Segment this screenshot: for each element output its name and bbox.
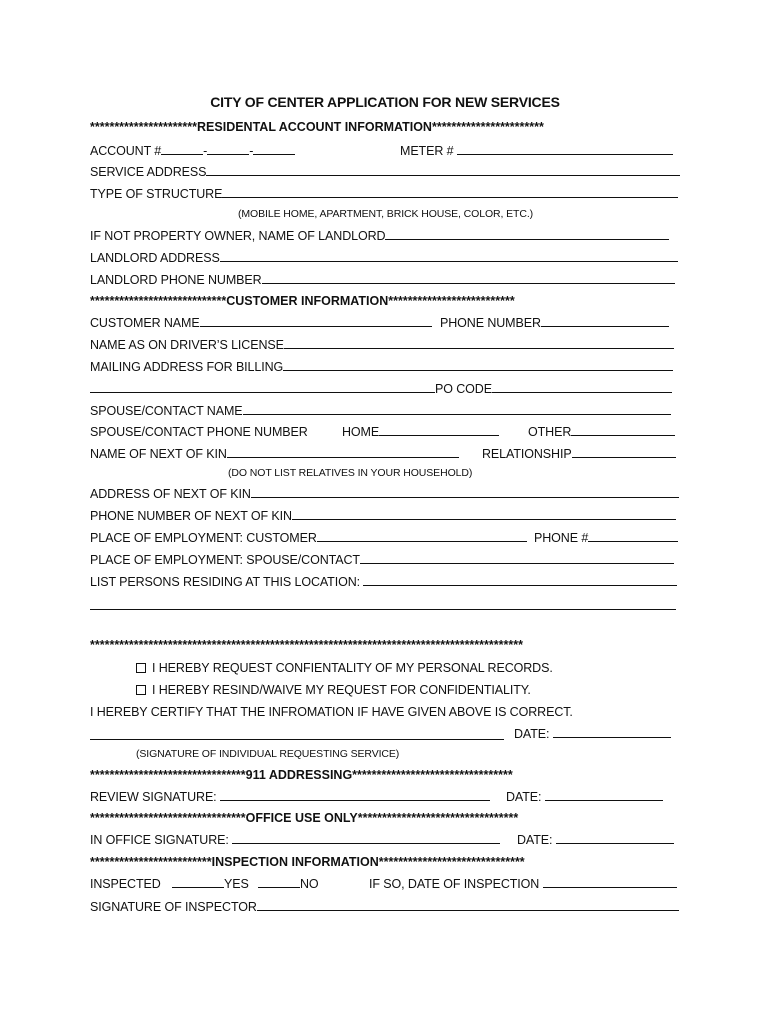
- drivers-license-row: [90, 335, 674, 355]
- inspected-no-field[interactable]: [258, 874, 300, 888]
- residential-section-header: **********************RESIDENTAL ACCOUNT INFORMATION***********************: [90, 120, 544, 134]
- spouse-name-field[interactable]: [243, 401, 671, 415]
- no-label: NO: [300, 877, 319, 891]
- confidential-waive-row[interactable]: [136, 680, 531, 700]
- service-address-field[interactable]: [206, 162, 680, 176]
- applicant-date-field[interactable]: [553, 724, 671, 738]
- phone-number-label: PHONE NUMBER: [440, 316, 541, 330]
- kin-phone-row: [90, 506, 676, 526]
- employment-customer-row: [90, 528, 527, 548]
- relationship-label: RELATIONSHIP: [482, 447, 572, 461]
- employment-phone-field[interactable]: [588, 528, 678, 542]
- account-field-3[interactable]: [253, 141, 295, 155]
- structure-row: [90, 184, 678, 204]
- inspection-date-row: [369, 874, 677, 894]
- spouse-name-label: SPOUSE/CONTACT NAME: [90, 404, 243, 418]
- spouse-name-row: [90, 401, 671, 421]
- confidential-waive-label: I HEREBY RESIND/WAIVE MY REQUEST FOR CONFIDENTIALITY.: [152, 683, 531, 697]
- spouse-phone-row: [90, 422, 308, 442]
- employment-spouse-field[interactable]: [360, 550, 674, 564]
- po-code-label: PO CODE: [435, 382, 492, 396]
- mailing-address-field[interactable]: [283, 357, 673, 371]
- office-signature-label: IN OFFICE SIGNATURE:: [90, 833, 229, 847]
- kin-phone-field[interactable]: [292, 506, 676, 520]
- customer-name-label: CUSTOMER NAME: [90, 316, 200, 330]
- account-separator: -: [249, 144, 254, 158]
- landlord-name-row: [90, 226, 669, 246]
- mailing-address-row: [90, 357, 673, 377]
- account-field-2[interactable]: [207, 141, 249, 155]
- po-code-field[interactable]: [492, 379, 672, 393]
- inspector-signature-label: SIGNATURE OF INSPECTOR: [90, 900, 257, 914]
- office-signature-field[interactable]: [232, 830, 500, 844]
- office-signature-row: [90, 830, 500, 850]
- kin-note: (DO NOT LIST RELATIVES IN YOUR HOUSEHOLD): [228, 467, 473, 479]
- landlord-phone-label: LANDLORD PHONE NUMBER: [90, 273, 262, 287]
- employment-phone-row: [534, 528, 678, 548]
- landlord-name-field[interactable]: [385, 226, 669, 240]
- review-date-label: DATE:: [506, 790, 542, 804]
- employment-spouse-row: [90, 550, 674, 570]
- next-of-kin-field[interactable]: [227, 444, 459, 458]
- inspector-signature-row: [90, 897, 679, 917]
- inspection-date-label: IF SO, DATE OF INSPECTION: [369, 877, 540, 891]
- inspection-section-header: *************************INSPECTION INFORMATION******************************: [90, 855, 525, 869]
- structure-note: (MOBILE HOME, APARTMENT, BRICK HOUSE, COLOR, ETC.): [238, 208, 534, 220]
- next-of-kin-label: NAME OF NEXT OF KIN: [90, 447, 227, 461]
- other-label: OTHER: [528, 425, 572, 439]
- employment-customer-field[interactable]: [317, 528, 527, 542]
- phone-number-row: [440, 313, 669, 333]
- review-date-row: [506, 787, 663, 807]
- section-divider: *****************************************************************************************: [90, 638, 523, 652]
- applicant-date-row: [514, 724, 671, 744]
- employment-phone-label: PHONE #: [534, 531, 589, 545]
- meter-label: METER #: [400, 144, 454, 158]
- kin-address-field[interactable]: [251, 484, 679, 498]
- account-field-1[interactable]: [161, 141, 203, 155]
- structure-field[interactable]: [222, 184, 678, 198]
- confidential-request-label: I HEREBY REQUEST CONFIENTALITY OF MY PERSONAL RECORDS.: [152, 661, 553, 675]
- customer-section-header: ****************************CUSTOMER INFORMATION**************************: [90, 294, 515, 308]
- account-separator: -: [203, 144, 208, 158]
- inspector-signature-field[interactable]: [257, 897, 679, 911]
- applicant-date-label: DATE:: [514, 727, 550, 741]
- review-signature-row: [90, 787, 490, 807]
- po-code-row: [90, 379, 672, 399]
- service-address-row: [90, 162, 675, 182]
- other-phone-field[interactable]: [571, 422, 675, 436]
- kin-address-row: [90, 484, 679, 504]
- relationship-field[interactable]: [572, 444, 676, 458]
- review-signature-label: REVIEW SIGNATURE:: [90, 790, 217, 804]
- relationship-row: [482, 444, 676, 464]
- landlord-name-label: IF NOT PROPERTY OWNER, NAME OF LANDLORD: [90, 229, 386, 243]
- employment-spouse-label: PLACE OF EMPLOYMENT: SPOUSE/CONTACT: [90, 553, 360, 567]
- meter-row: [400, 141, 673, 161]
- applicant-signature-field[interactable]: [90, 739, 504, 740]
- office-section-header: ********************************OFFICE USE ONLY*********************************: [90, 811, 519, 825]
- office-date-field[interactable]: [556, 830, 674, 844]
- persons-residing-field-line-2[interactable]: [90, 609, 676, 610]
- mailing-address-line-2[interactable]: [90, 379, 435, 393]
- next-of-kin-row: [90, 444, 459, 464]
- inspected-no-row: [258, 874, 319, 894]
- customer-name-row: [90, 313, 432, 333]
- meter-field[interactable]: [457, 141, 673, 155]
- mailing-address-label: MAILING ADDRESS FOR BILLING: [90, 360, 284, 374]
- phone-number-field[interactable]: [541, 313, 669, 327]
- landlord-phone-field[interactable]: [262, 270, 675, 284]
- certify-text: I HEREBY CERTIFY THAT THE INFROMATION IF HAVE GIVEN ABOVE IS CORRECT.: [90, 705, 573, 719]
- kin-phone-label: PHONE NUMBER OF NEXT OF KIN: [90, 509, 292, 523]
- account-row: [90, 141, 295, 161]
- landlord-phone-row: [90, 270, 675, 290]
- structure-label: TYPE OF STRUCTURE: [90, 187, 223, 201]
- confidential-request-row[interactable]: [136, 658, 553, 678]
- persons-residing-label: LIST PERSONS RESIDING AT THIS LOCATION:: [90, 575, 361, 589]
- employment-customer-label: PLACE OF EMPLOYMENT: CUSTOMER: [90, 531, 317, 545]
- inspected-yes-row: [172, 874, 249, 894]
- office-date-label: DATE:: [517, 833, 553, 847]
- signature-note: (SIGNATURE OF INDIVIDUAL REQUESTING SERVICE): [136, 748, 400, 760]
- customer-name-field[interactable]: [200, 313, 432, 327]
- kin-address-label: ADDRESS OF NEXT OF KIN: [90, 487, 251, 501]
- other-phone-row: [528, 422, 675, 442]
- landlord-address-label: LANDLORD ADDRESS: [90, 251, 220, 265]
- form-title: CITY OF CENTER APPLICATION FOR NEW SERVICES: [210, 94, 560, 110]
- confidential-waive-checkbox[interactable]: [136, 685, 146, 695]
- yes-label: YES: [224, 877, 249, 891]
- landlord-address-field[interactable]: [220, 248, 678, 262]
- home-phone-row: [342, 422, 499, 442]
- account-label: ACCOUNT #: [90, 144, 162, 158]
- persons-residing-field[interactable]: [363, 572, 677, 586]
- inspected-label: INSPECTED: [90, 877, 161, 891]
- inspected-yes-field[interactable]: [172, 874, 224, 888]
- drivers-license-field[interactable]: [284, 335, 674, 349]
- office-date-row: [517, 830, 674, 850]
- drivers-license-label: NAME AS ON DRIVER’S LICENSE: [90, 338, 284, 352]
- review-date-field[interactable]: [545, 787, 663, 801]
- confidential-request-checkbox[interactable]: [136, 663, 146, 673]
- addressing-section-header: ********************************911 ADDRESSING*********************************: [90, 768, 513, 782]
- spouse-phone-label: SPOUSE/CONTACT PHONE NUMBER: [90, 425, 308, 439]
- inspection-date-field[interactable]: [543, 874, 677, 888]
- home-phone-field[interactable]: [379, 422, 499, 436]
- service-address-label: SERVICE ADDRESS: [90, 165, 207, 179]
- home-label: HOME: [342, 425, 380, 439]
- inspected-row: [90, 874, 161, 894]
- review-signature-field[interactable]: [220, 787, 490, 801]
- persons-residing-row: [90, 572, 677, 592]
- landlord-address-row: [90, 248, 678, 268]
